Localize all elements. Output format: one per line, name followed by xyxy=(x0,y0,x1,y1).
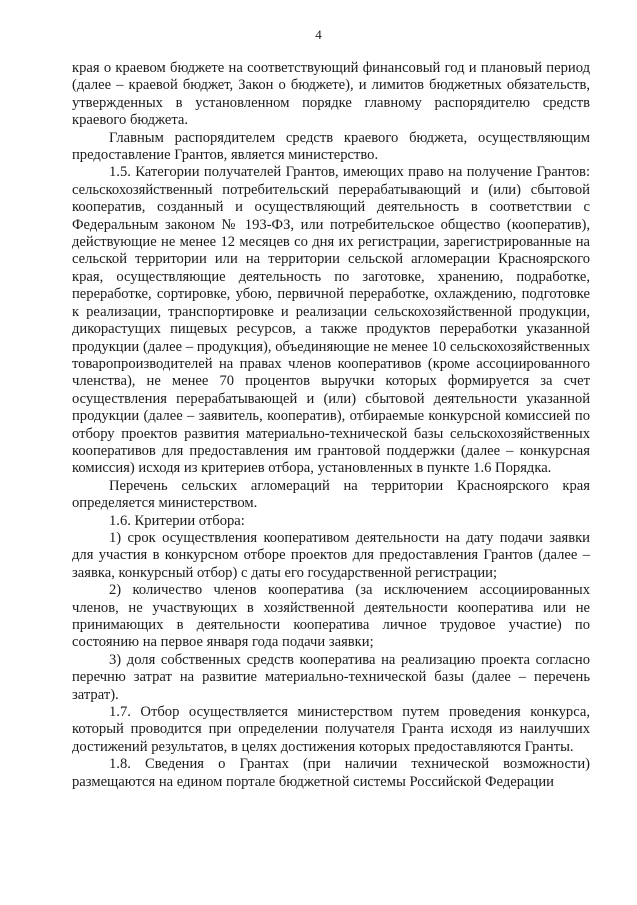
page-number: 4 xyxy=(315,27,322,42)
criterion-2: 2) количество членов кооператива (за исключением ассоциированных членов, не участвующих в хозяйственной деятельности кооператива или не принимающих в деятельности кооператива личное трудовое участие) по состоянию на первое января года подачи заявки; xyxy=(72,582,590,651)
paragraph-1-5: 1.5. Категории получателей Грантов, имеющих право на получение Грантов: сельскохозяйственный потребительский перерабатывающий и (или) сбытовой кооператив, созданный и осуществляющий деятельность в соответствии с Федеральным законом № 193-ФЗ, или потребительское общество (кооператив), действующие не менее 12 месяцев со дня их регистрации, зарегистрированные на сельской территории или на территории сельской агломерации Красноярского края, осуществляющие деятельность по заготовке, хранению, подработке, переработке, сортировке, убою, первичной переработке, охлаждению, подготовке к реализации, транспортировке и реализации сельскохозяйственной продукции, дикорастущих пищевых ресурсов, а также продуктов переработки указанной продукции (далее – продукция), объединяющие не менее 10 сельскохозяйственных товаропроизводителей на правах членов кооперативов (кроме ассоциированного членства), не менее 70 процентов выручки которых формируется за счет осуществления перерабатывающей и (или) сбытовой деятельности указанной продукции (далее – заявитель, кооператив), отбираемые конкурсной комиссией по отбору проектов развития материально-технической базы сельскохозяйственных кооперативов для предоставления им грантовой поддержки (далее – конкурсная комиссия) исходя из критериев отбора, установленных в пункте 1.6 Порядка. xyxy=(72,164,590,477)
document-body xyxy=(72,60,590,791)
paragraph-agglomerations: Перечень сельских агломераций на территории Красноярского края определяется министерством. xyxy=(72,477,590,512)
paragraph-1-6: 1.6. Критерии отбора: xyxy=(109,512,245,529)
paragraph-1-8: 1.8. Сведения о Грантах (при наличии технической возможности) размещаются на едином портале бюджетной системы Российской Федерации xyxy=(72,756,590,790)
criterion-3: 3) доля собственных средств кооператива на реализацию проекта согласно перечню затрат на развитие материально-технической базы (далее – перечень затрат). xyxy=(72,651,590,703)
criterion-1: 1) срок осуществления кооперативом деятельности на дату подачи заявки для участия в конкурсном отборе проектов для предоставления Грантов (далее – заявка, конкурсный отбор) с даты его государственной регистрации; xyxy=(72,529,590,581)
paragraph-1-7: 1.7. Отбор осуществляется министерством путем проведения конкурса, который проводится при определении получателя Гранта исходя из наилучших достижений результатов, в целях достижения которых предоставляются Гранты. xyxy=(72,704,590,755)
paragraph-chief-administrator: Главным распорядителем средств краевого бюджета, осуществляющим предоставление Грантов, является министерство. xyxy=(72,129,590,164)
paragraph-continuation: края о краевом бюджете на соответствующий финансовый год и плановый период (далее – краевой бюджет, Закон о бюджете), и лимитов бюджетных обязательств, утвержденных в установленном порядке главному распорядителю средств краевого бюджета. xyxy=(72,60,590,129)
